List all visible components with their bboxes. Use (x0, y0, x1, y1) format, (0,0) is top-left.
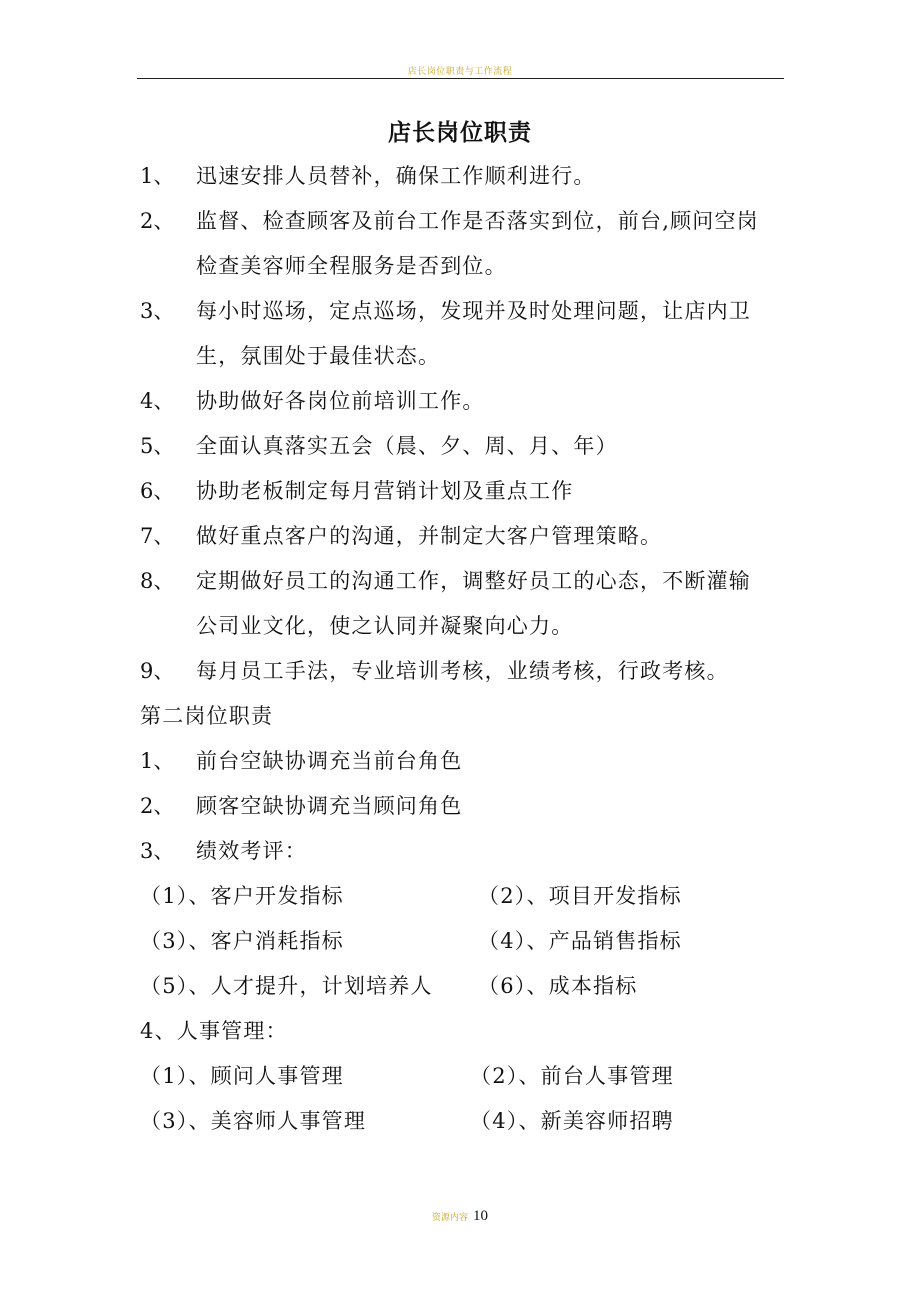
duty-number: 3、 (140, 299, 175, 323)
duty-text: 每小时巡场，定点巡场，发现并及时处理问题，让店内卫 (196, 299, 751, 323)
kpi-item: （3）、客户消耗指标 (140, 929, 344, 953)
hr-item: （4）、新美容师招聘 (470, 1109, 674, 1133)
kpi-item: （5）、人才提升，计划培养人 (140, 974, 433, 998)
duty-number: 9、 (140, 659, 175, 683)
kpi-item: （6）、成本指标 (478, 974, 638, 998)
section2-item-number: 2、 (140, 794, 175, 818)
kpi-item: （2）、项目开发指标 (478, 884, 682, 908)
duty-text-continued: 公司业文化，使之认同并凝聚向心力。 (196, 614, 574, 638)
hr-heading: 4、人事管理： (140, 1019, 288, 1043)
page-header: 店长岗位职责与工作流程 (407, 67, 513, 77)
duty-number: 7、 (140, 524, 175, 548)
section2-item-number: 1、 (140, 749, 175, 773)
duty-number: 4、 (140, 389, 175, 413)
hr-item: （3）、美容师人事管理 (140, 1109, 367, 1133)
kpi-item: （4）、产品销售指标 (478, 929, 682, 953)
duty-number: 5、 (140, 434, 175, 458)
hr-item: （2）、前台人事管理 (470, 1064, 674, 1088)
page-number: 10 (473, 1208, 489, 1224)
section2-item-text: 顾客空缺协调充当顾问角色 (196, 794, 463, 818)
page-footer (0, 1206, 920, 1225)
duty-text: 全面认真落实五会（晨、夕、周、月、年） (196, 434, 618, 458)
duty-number: 2、 (140, 209, 175, 233)
duty-text: 定期做好员工的沟通工作，调整好员工的心态，不断灌输 (196, 569, 751, 593)
footer-label: 资源内容 (431, 1213, 468, 1223)
duty-text: 协助做好各岗位前培训工作。 (196, 389, 485, 413)
duty-text: 监督、检查顾客及前台工作是否落实到位，前台,顾问空岗 (196, 209, 759, 233)
duty-text-continued: 生，氛围处于最佳状态。 (196, 344, 441, 368)
section-heading: 第二岗位职责 (140, 704, 274, 728)
duty-text: 协助老板制定每月营销计划及重点工作 (196, 479, 574, 503)
section2-item-text: 前台空缺协调充当前台角色 (196, 749, 463, 773)
section2-item-text: 绩效考评： (196, 839, 307, 863)
duty-text: 迅速安排人员替补，确保工作顺利进行。 (196, 164, 596, 188)
duty-text: 每月员工手法，专业培训考核，业绩考核，行政考核。 (196, 659, 729, 683)
duty-text: 做好重点客户的沟通，并制定大客户管理策略。 (196, 524, 663, 548)
section2-item-number: 3、 (140, 839, 175, 863)
duty-number: 6、 (140, 479, 175, 503)
duty-number: 8、 (140, 569, 175, 593)
header-divider (137, 78, 784, 79)
hr-item: （1）、顾问人事管理 (140, 1064, 344, 1088)
duty-text-continued: 检查美容师全程服务是否到位。 (196, 254, 507, 278)
document-title: 店长岗位职责 (388, 119, 532, 146)
duty-number: 1、 (140, 164, 175, 188)
kpi-item: （1）、客户开发指标 (140, 884, 344, 908)
